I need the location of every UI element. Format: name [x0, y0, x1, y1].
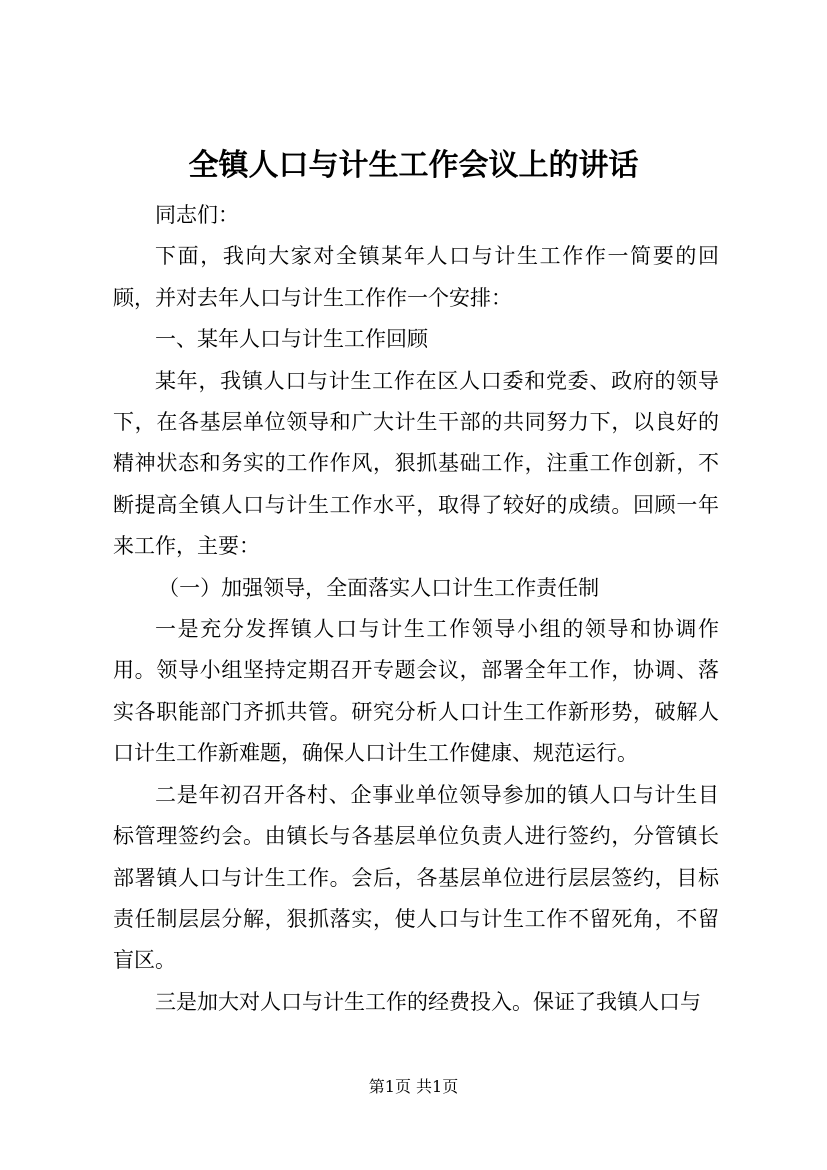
page-footer: 第1页 共1页 [368, 1077, 459, 1096]
point-two-paragraph: 二是年初召开各村、企事业单位领导参加的镇人口与计生目标管理签约会。由镇长与各基层单位负责人进行签约，分管镇长部署镇人口与计生工作。会后，各基层单位进行层层签约，目标责任制层层分解，狠抓落实，使人口与计生工作不留死角，不留盲区。 [113, 782, 719, 973]
salutation-paragraph: 同志们： [155, 203, 239, 227]
review-paragraph: 某年，我镇人口与计生工作在区人口委和党委、政府的领导下，在各基层单位领导和广大计生干部的共同努力下，以良好的精神状态和务实的工作作风，狠抓基础工作，注重工作创新，不断提高全镇人口与计生工作水平，取得了较好的成绩。回顾一年来工作，主要： [113, 368, 719, 559]
document-title: 全镇人口与计生工作会议上的讲话 [188, 148, 639, 183]
subsection-heading: （一）加强领导，全面落实人口计生工作责任制 [158, 575, 600, 600]
section-heading: 一、某年人口与计生工作回顾 [155, 327, 428, 352]
point-three-paragraph: 三是加大对人口与计生工作的经费投入。保证了我镇人口与 [155, 989, 701, 1014]
intro-paragraph: 下面，我向大家对全镇某年人口与计生工作作一简要的回顾，并对去年人口与计生工作作一个安排： [113, 244, 719, 310]
point-one-paragraph: 一是充分发挥镇人口与计生工作领导小组的领导和协调作用。领导小组坚持定期召开专题会议，部署全年工作，协调、落实各职能部门齐抓共管。研究分析人口计生工作新形势，破解人口计生工作新难题，确保人口计生工作健康、规范运行。 [113, 617, 719, 766]
document-body [113, 195, 719, 1023]
